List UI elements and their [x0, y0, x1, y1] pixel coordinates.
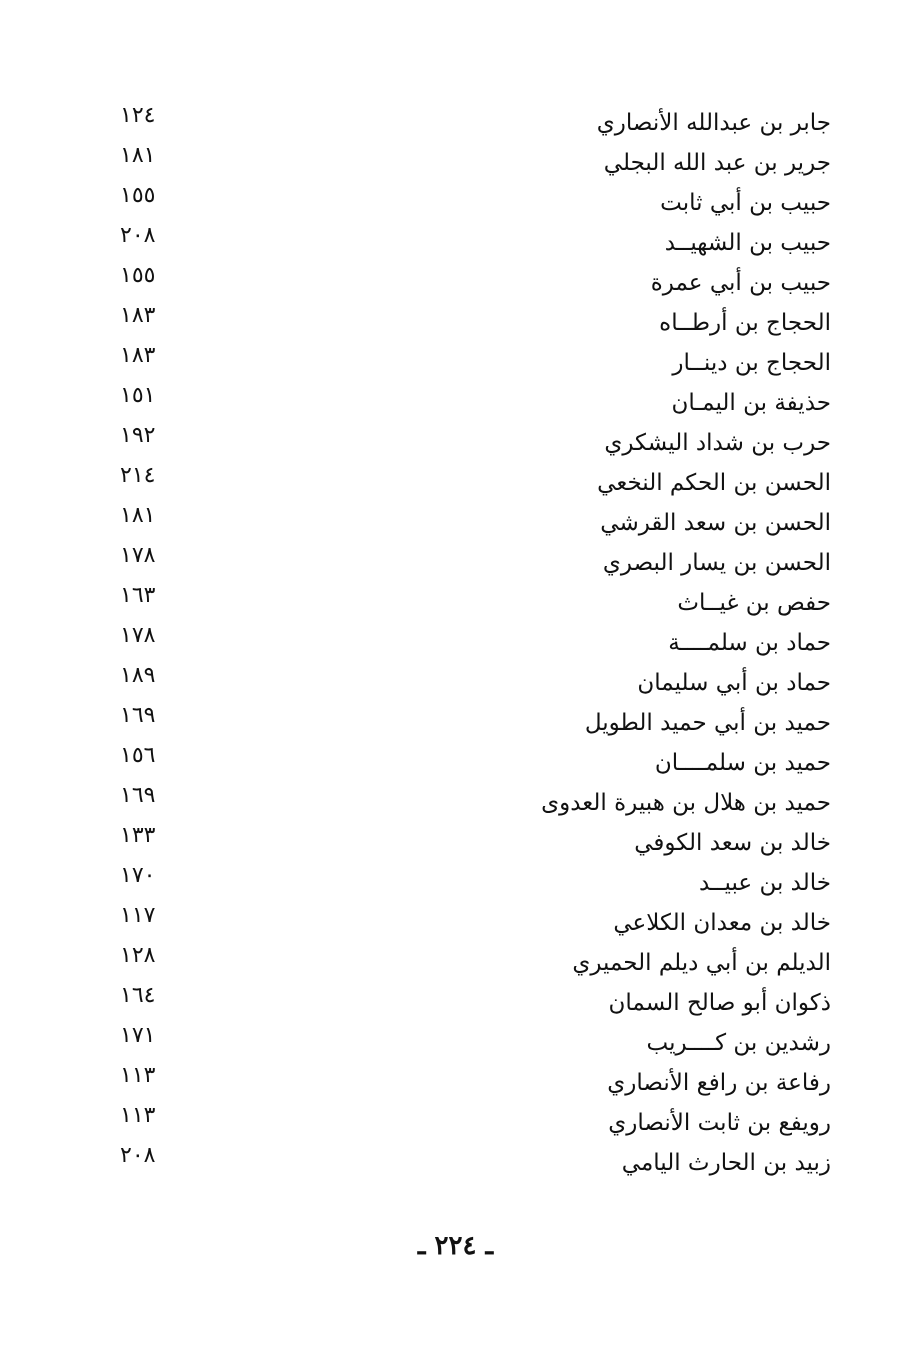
entry-page: ١٧١: [120, 1023, 156, 1048]
index-row: [90, 1142, 831, 1182]
entry-page: ٢٠٨: [120, 223, 156, 248]
entry-page: ١٨٣: [120, 303, 156, 328]
entry-page: ١٨٣: [120, 343, 156, 368]
entry-name: حميد بن هلال بن هبيرة العدوى: [541, 790, 831, 816]
entry-name: حماد بن أبي سليمان: [637, 670, 831, 696]
index-row: [90, 1102, 831, 1142]
index-row: [90, 622, 831, 662]
entry-name: حبيب بن أبي عمرة: [650, 270, 831, 296]
entry-page: ١١٣: [120, 1063, 156, 1088]
index-row: [90, 102, 831, 142]
index-row: [90, 382, 831, 422]
entry-page: ١٣٣: [120, 823, 156, 848]
entry-page: ١٧٨: [120, 623, 156, 648]
entry-page: ١٩٢: [120, 423, 156, 448]
entry-name: رويفع بن ثابت الأنصاري: [608, 1110, 831, 1136]
entry-page: ١٥٥: [120, 183, 156, 208]
entry-page: ١٢٨: [120, 943, 156, 968]
index-row: [90, 582, 831, 622]
entry-name: حذيفة بن اليمـان: [671, 390, 831, 416]
index-row: [90, 662, 831, 702]
entry-name: ذكوان أبو صالح السمان: [608, 990, 831, 1016]
entry-name: حميد بن سلمــــان: [654, 750, 831, 776]
entry-name: الديلم بن أبي ديلم الحميري: [572, 950, 831, 976]
index-row: [90, 902, 831, 942]
entry-page: ٢١٤: [120, 463, 156, 488]
entry-name: خالد بن عبيــد: [699, 870, 831, 896]
entry-name: جرير بن عبد الله البجلي: [603, 150, 831, 176]
entry-name: حماد بن سلمــــة: [668, 630, 831, 656]
entry-page: ١٦٣: [120, 583, 156, 608]
index-row: [90, 942, 831, 982]
entry-name: زبيد بن الحارث اليامي: [621, 1150, 831, 1176]
index-row: [90, 702, 831, 742]
index-list: [90, 102, 831, 1182]
index-row: [90, 1022, 831, 1062]
entry-name: حفص بن غيــاث: [677, 590, 831, 616]
entry-name: حميد بن أبي حميد الطويل: [584, 710, 831, 736]
entry-name: الحسن بن الحكم النخعي: [597, 470, 831, 496]
entry-name: خالد بن سعد الكوفي: [634, 830, 831, 856]
entry-page: ١٧٨: [120, 543, 156, 568]
index-row: [90, 222, 831, 262]
index-row: [90, 1062, 831, 1102]
index-row: [90, 422, 831, 462]
entry-page: ١٨٩: [120, 663, 156, 688]
entry-name: حبيب بن الشهيــد: [664, 230, 831, 256]
entry-name: حبيب بن أبي ثابت: [660, 190, 831, 216]
index-row: [90, 302, 831, 342]
index-row: [90, 462, 831, 502]
entry-name: جابر بن عبدالله الأنصاري: [596, 110, 831, 136]
entry-page: ١٥٦: [120, 743, 156, 768]
index-row: [90, 742, 831, 782]
entry-name: الحجاج بن أرطــاه: [659, 310, 831, 336]
entry-page: ١٥١: [120, 383, 156, 408]
index-row: [90, 542, 831, 582]
page-number: ـ ٢٢٤ ـ: [417, 1231, 494, 1261]
entry-page: ١٦٩: [120, 783, 156, 808]
entry-page: ٢٠٨: [120, 1143, 156, 1168]
entry-page: ١١٣: [120, 1103, 156, 1128]
index-row: [90, 142, 831, 182]
index-row: [90, 862, 831, 902]
entry-page: ١٢٤: [120, 103, 156, 128]
entry-name: خالد بن معدان الكلاعي: [613, 910, 831, 936]
entry-name: رشدين بن كــــريب: [646, 1030, 831, 1056]
entry-page: ١٨١: [120, 503, 156, 528]
index-row: [90, 502, 831, 542]
entry-page: ١١٧: [120, 903, 156, 928]
entry-page: ١٦٩: [120, 703, 156, 728]
entry-name: حرب بن شداد اليشكري: [604, 430, 831, 456]
entry-page: ١٥٥: [120, 263, 156, 288]
entry-page: ١٨١: [120, 143, 156, 168]
index-row: [90, 262, 831, 302]
entry-name: رفاعة بن رافع الأنصاري: [607, 1070, 831, 1096]
index-row: [90, 782, 831, 822]
index-row: [90, 182, 831, 222]
index-row: [90, 822, 831, 862]
entry-page: ١٦٤: [120, 983, 156, 1008]
index-row: [90, 982, 831, 1022]
entry-name: الحجاج بن دينــار: [672, 350, 831, 376]
entry-name: الحسن بن يسار البصري: [602, 550, 831, 576]
index-row: [90, 342, 831, 382]
entry-name: الحسن بن سعد القرشي: [600, 510, 831, 536]
entry-page: ١٧٠: [120, 863, 156, 888]
